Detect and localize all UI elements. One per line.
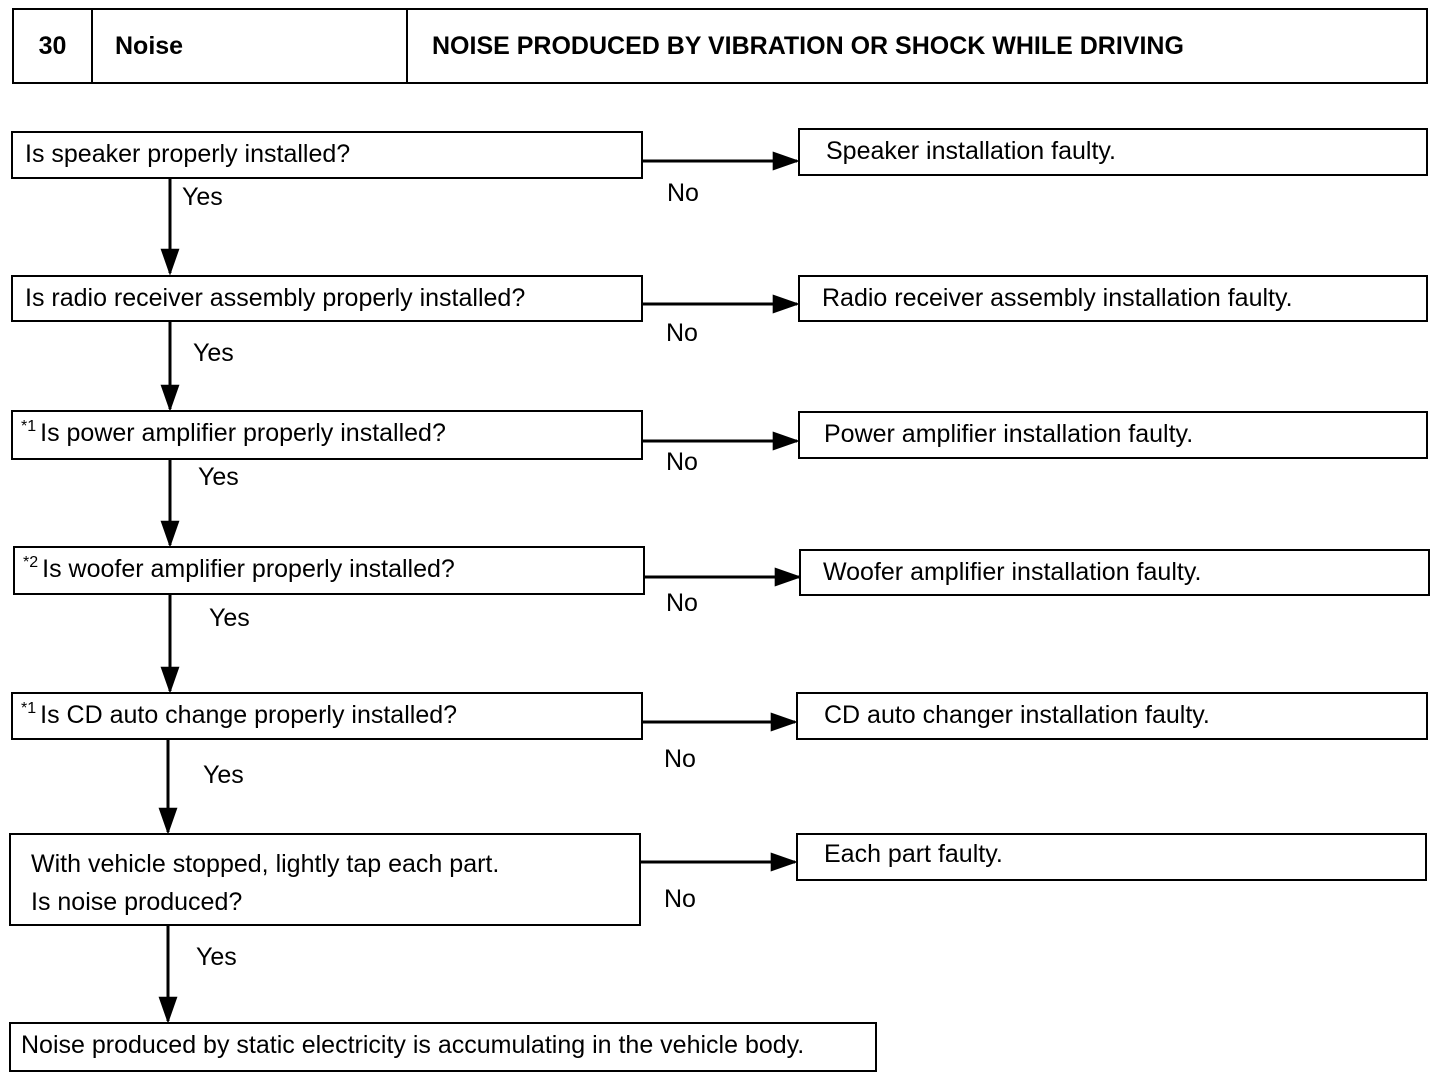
yes-label-6: Yes [196,943,237,971]
question-box-4 [13,546,645,595]
final-result-box [9,1022,877,1072]
question-text-6-line-2: Is noise produced? [31,888,243,916]
section-number: 30 [14,10,93,82]
question-box-1 [11,131,643,179]
result-box-4 [799,549,1430,596]
no-label-3: No [666,448,698,476]
question-box-2 [11,275,643,322]
question-text-4: Is woofer amplifier properly installed? [42,555,455,583]
result-text-4: Woofer amplifier installation faulty. [823,558,1202,586]
question-box-5 [11,692,643,740]
result-text-5: CD auto changer installation faulty. [824,701,1210,729]
result-box-3 [798,411,1428,459]
yes-label-5: Yes [203,761,244,789]
header-bar [12,8,1428,84]
no-label-1: No [667,179,699,207]
result-box-2 [798,275,1428,322]
yes-label-1: Yes [182,183,223,211]
question-box-3 [11,410,643,460]
footnote-marker-5: *1 [21,700,37,717]
question-text-5: Is CD auto change properly installed? [40,701,458,729]
no-label-2: No [666,319,698,347]
yes-label-4: Yes [209,604,250,632]
question-text-6-line-1: With vehicle stopped, lightly tap each part. [31,850,500,878]
final-result-text: Noise produced by static electricity is accumulating in the vehicle body. [21,1031,805,1059]
no-label-4: No [666,589,698,617]
question-text-2: Is radio receiver assembly properly installed? [25,284,526,312]
result-box-1 [798,128,1428,176]
result-box-5 [796,692,1428,740]
result-text-2: Radio receiver assembly installation faulty. [822,284,1293,312]
question-box-6 [9,833,641,926]
footnote-marker-4: *2 [23,554,39,571]
result-text-1: Speaker installation faulty. [826,137,1116,165]
footnote-marker-3: *1 [21,418,37,435]
yes-label-3: Yes [198,463,239,491]
result-text-6: Each part faulty. [824,840,1003,868]
result-text-3: Power amplifier installation faulty. [824,420,1194,448]
result-box-6 [796,833,1427,881]
yes-label-2: Yes [193,339,234,367]
question-text-1: Is speaker properly installed? [25,140,351,168]
page-title: NOISE PRODUCED BY VIBRATION OR SHOCK WHILE DRIVING [432,31,1184,60]
no-label-5: No [664,745,696,773]
no-label-6: No [664,885,696,913]
section-name: Noise [93,10,408,82]
question-text-3: Is power amplifier properly installed? [40,419,446,447]
